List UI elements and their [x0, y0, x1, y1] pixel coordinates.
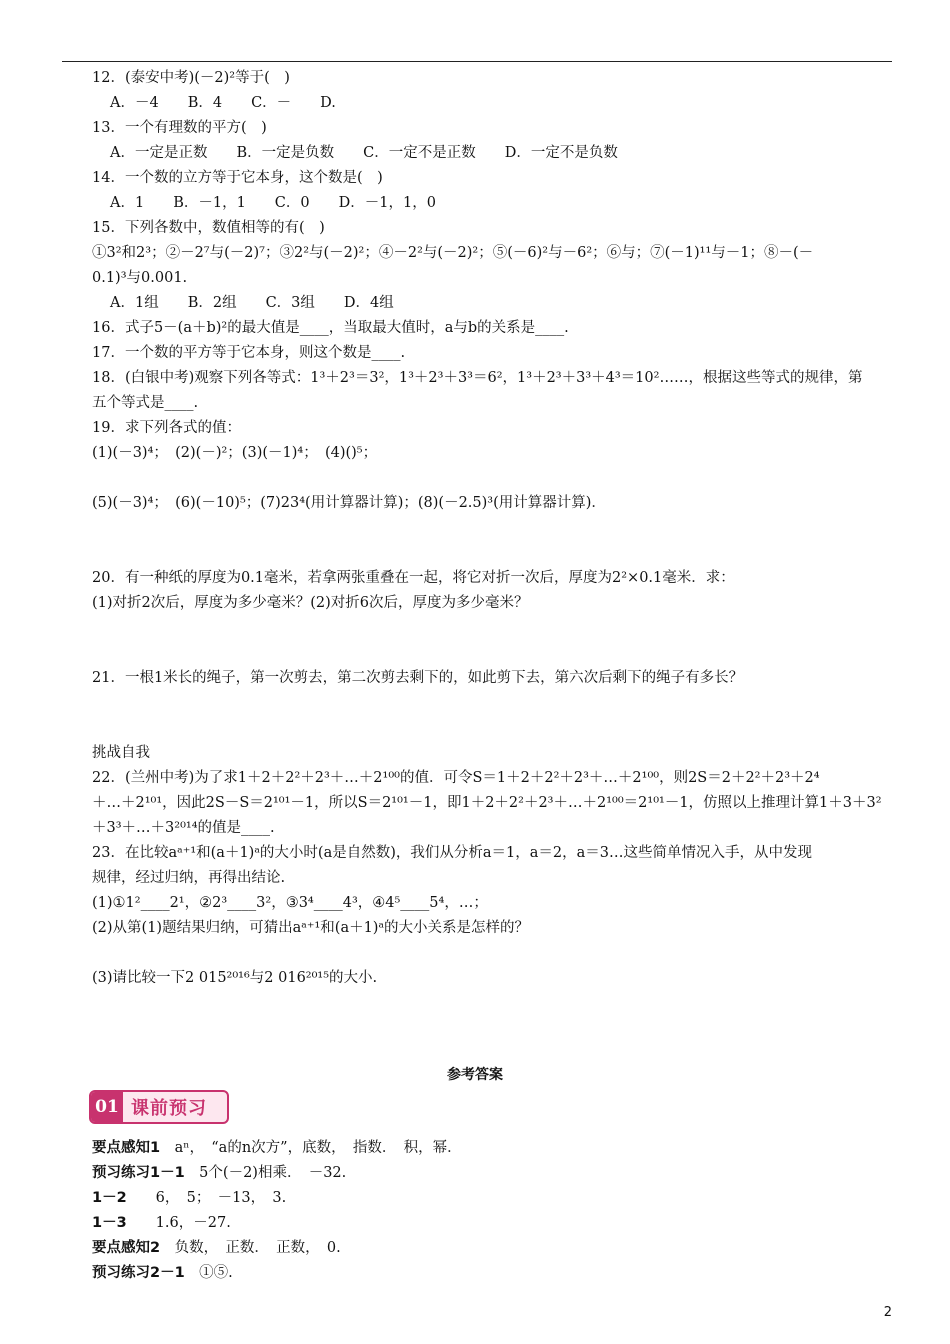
badge-text: 课前预习 [131, 1098, 207, 1119]
answer-label: 要点感知2 [92, 1240, 161, 1256]
q23-part1: (1)①1²____2¹，②2³____3²，③3⁴____4³，④4⁵____5⁴，…； [92, 895, 488, 911]
answer-row [92, 1138, 462, 1158]
q12-stem: 12．(泰安中考)(－2)²等于( ) [92, 70, 290, 86]
q18-stem-line1: 18．(白银中考)观察下列各等式：1³＋2³＝3²，1³＋2³＋3³＝6²，1³＋2³＋3³＋4³＝10²……，根据这些等式的规律，第 [92, 370, 863, 386]
answer-text: 5个(－2)相乘． －32. [184, 1165, 347, 1181]
answer-text: aⁿ， “a的n次方”，底数， 指数． 积，幂． [160, 1140, 462, 1156]
q19-stem: 19．求下列各式的值： [92, 420, 241, 436]
section-challenge-heading: 挑战自我 [92, 745, 150, 761]
answer-row [92, 1263, 233, 1283]
answer-label: 预习练习2－1 [92, 1265, 185, 1281]
answer-row [92, 1213, 231, 1233]
q20-stem: 20．有一种纸的厚度为0.1毫米，若拿两张重叠在一起，将它对折一次后，厚度为2²×0.1毫米．求： [92, 570, 735, 586]
q18-stem-line2: 五个等式是____. [92, 395, 199, 411]
q12-options: A．－4 B．4 C．－ D. [110, 95, 336, 111]
answer-label: 预习练习1－1 [92, 1165, 185, 1181]
q16-stem: 16．式子5－(a＋b)²的最大值是____，当取最大值时，a与b的关系是____. [92, 320, 569, 336]
q15-options: A．1组 B．2组 C．3组 D．4组 [110, 295, 394, 311]
answer-row [92, 1163, 346, 1183]
badge-number: 01 [91, 1092, 123, 1122]
q17-stem: 17．一个数的平方等于它本身，则这个数是____. [92, 345, 406, 361]
q14-options: A．1 B．－1，1 C．0 D．－1，1，0 [110, 195, 436, 211]
answer-label: 1－2 [92, 1190, 127, 1206]
section-badge [89, 1090, 229, 1124]
q21-stem: 21．一根1米长的绳子，第一次剪去，第二次剪去剩下的，如此剪下去，第六次后剩下的绳子有多长？ [92, 670, 744, 686]
answer-text: 1.6，－27. [126, 1215, 231, 1231]
q14-stem: 14．一个数的立方等于它本身，这个数是( ) [92, 170, 383, 186]
q15-stem: 15．下列各数中，数值相等的有( ) [92, 220, 325, 236]
answer-text: ①⑤. [184, 1265, 233, 1281]
q23-line1: 23．在比较aᵃ⁺¹和(a＋1)ᵃ的大小时(a是自然数)，我们从分析a＝1，a＝2，a＝3…这些简单情况入手，从中发现 [92, 845, 812, 861]
q20-parts: (1)对折2次后，厚度为多少毫米？(2)对折6次后，厚度为多少毫米？ [92, 595, 529, 611]
q22-line1: 22．(兰州中考)为了求1＋2＋2²＋2³＋…＋2¹⁰⁰的值．可令S＝1＋2＋2²＋2³＋…＋2¹⁰⁰，则2S＝2＋2²＋2³＋2⁴ [92, 770, 820, 786]
q22-line2: ＋…＋2¹⁰¹，因此2S－S＝2¹⁰¹－1，所以S＝2¹⁰¹－1，即1＋2＋2²＋2³＋…＋2¹⁰⁰＝2¹⁰¹－1，仿照以上推理计算1＋3＋3² [92, 795, 882, 811]
answer-row [92, 1188, 286, 1208]
q13-options: A．一定是正数 B．一定是负数 C．一定不是正数 D．一定不是负数 [110, 145, 618, 161]
q23-part3: (3)请比较一下2 015²⁰¹⁶与2 016²⁰¹⁵的大小. [92, 970, 378, 986]
page-number: 2 [883, 1305, 892, 1320]
q23-line2: 规律，经过归纳，再得出结论. [92, 870, 286, 886]
q15-items-line2: 0.1)³与0.001. [92, 270, 188, 286]
answer-text: 负数， 正数． 正数， 0. [160, 1240, 341, 1256]
q23-part2: (2)从第(1)题结果归纳，可猜出aᵃ⁺¹和(a＋1)ᵃ的大小关系是怎样的？ [92, 920, 530, 936]
answer-label: 1－3 [92, 1215, 127, 1231]
q22-line3: ＋3³＋…＋3²⁰¹⁴的值是____. [92, 820, 275, 836]
header-rule [62, 61, 892, 62]
q19-parts-1-4: (1)(－3)⁴； (2)(－)²；(3)(－1)⁴； (4)()⁵； [92, 445, 378, 461]
answer-label: 要点感知1 [92, 1140, 161, 1156]
q19-parts-5-8: (5)(－3)⁴； (6)(－10)⁵；(7)23⁴(用计算器计算)；(8)(－2.5)³(用计算器计算)． [92, 495, 606, 511]
q15-items-line1: ①3²和2³；②－2⁷与(－2)⁷；③2²与(－2)²；④－2²与(－2)²；⑤(－6)²与－6²；⑥与；⑦(－1)¹¹与－1；⑧－(－ [92, 245, 814, 261]
answers-title: 参考答案 [447, 1067, 503, 1083]
answer-text: 6， 5； －13， 3. [126, 1190, 287, 1206]
q13-stem: 13．一个有理数的平方( ) [92, 120, 267, 136]
answer-row [92, 1238, 341, 1258]
